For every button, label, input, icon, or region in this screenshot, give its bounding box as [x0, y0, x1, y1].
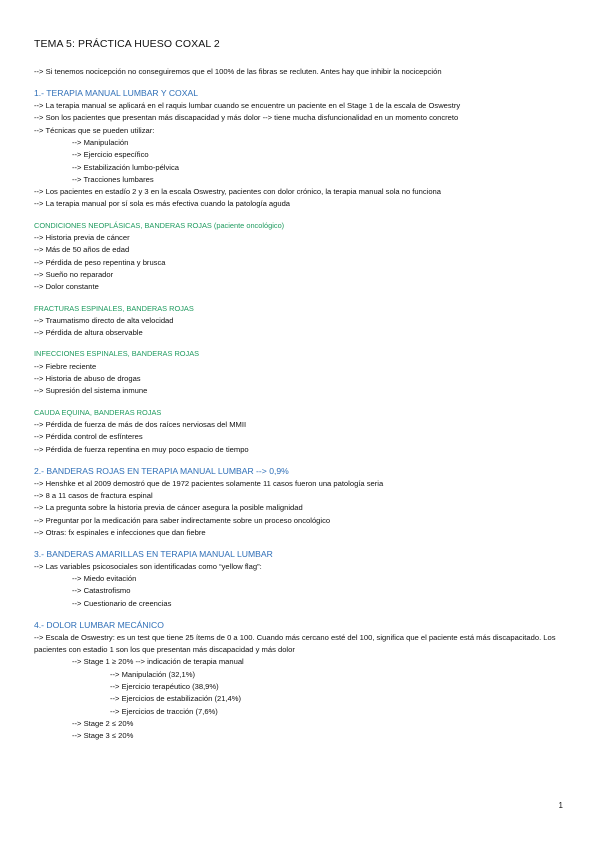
- s1-line-5: --> La terapia manual por sí sola es más efectiva cuando la patología aguda: [34, 199, 291, 209]
- inf-item-3: --> Supresión del sistema inmune: [34, 386, 148, 396]
- s3-item-2: --> Catastrofismo: [72, 586, 131, 596]
- inf-item-2: --> Historia de abuso de drogas: [34, 374, 141, 384]
- s3-item-1: --> Miedo evitación: [72, 574, 137, 584]
- section-4-heading: 4.- DOLOR LUMBAR MECÁNICO: [34, 620, 164, 631]
- section-3-heading: 3.- BANDERAS AMARILLAS EN TERAPIA MANUAL LUMBAR: [34, 549, 273, 560]
- s4-stage1-item-3: --> Ejercicios de estabilización (21,4%): [110, 694, 242, 704]
- s4-stage1-item-2: --> Ejercicio terapéutico (38,9%): [110, 682, 219, 692]
- neo-item-1: --> Historia previa de cáncer: [34, 233, 130, 243]
- page-number: 1: [558, 801, 563, 810]
- neo-item-5: --> Dolor constante: [34, 282, 99, 292]
- cauda-item-2: --> Pérdida control de esfínteres: [34, 432, 143, 442]
- intro-line: --> Si tenemos nocicepción no conseguiremos que el 100% de las fibras se recluten. Antes hay que inhibir la nocicepción: [34, 67, 442, 76]
- s2-line-5: --> Otras: fx espinales e infecciones que dan fiebre: [34, 527, 206, 537]
- s2-line-1: --> Henshke et al 2009 demostró que de 1972 pacientes solamente 11 casos fueron una patología seria: [34, 478, 384, 488]
- s4-line-1: --> Escala de Oswestry: es un test que tiene 25 ítems de 0 a 100. Cuando más cercano esté del 100, significa que el paciente está más discapacitado. Los pacientes con estadio 1 son los que presentan más discapacidad y más dolor: [34, 632, 556, 655]
- infection-heading: INFECCIONES ESPINALES, BANDERAS ROJAS: [34, 349, 200, 359]
- page-title: TEMA 5: PRÁCTICA HUESO COXAL 2: [34, 38, 220, 50]
- document-page: [34, 38, 574, 743]
- s1-technique-1: --> Manipulación: [72, 137, 129, 147]
- neoplasic-heading: CONDICIONES NEOPLÁSICAS, BANDERAS ROJAS (paciente oncológico): [34, 220, 285, 230]
- frac-item-1: --> Traumatismo directo de alta velocidad: [34, 315, 174, 325]
- s1-technique-2: --> Ejercicio específico: [72, 150, 149, 160]
- section-1-heading: 1.- TERAPIA MANUAL LUMBAR Y COXAL: [34, 88, 198, 99]
- s2-line-2: --> 8 a 11 casos de fractura espinal: [34, 490, 153, 500]
- s4-stage1-item-1: --> Manipulación (32,1%): [110, 669, 196, 679]
- inf-item-1: --> Fiebre reciente: [34, 361, 97, 371]
- s4-stage1-item-4: --> Ejercicios de tracción (7,6%): [110, 706, 218, 716]
- cauda-item-3: --> Pérdida de fuerza repentina en muy poco espacio de tiempo: [34, 444, 249, 454]
- cauda-equina-heading: CAUDA EQUINA, BANDERAS ROJAS: [34, 407, 162, 417]
- s4-stage-2: --> Stage 2 ≤ 20%: [72, 718, 134, 728]
- s1-line-3: --> Técnicas que se pueden utilizar:: [34, 125, 155, 135]
- s1-line-1: --> La terapia manual se aplicará en el raquis lumbar cuando se encuentre un paciente en el Stage 1 de la escala de Oswestry: [34, 101, 461, 111]
- s2-line-3: --> La pregunta sobre la historia previa de cáncer asegura la posible malignidad: [34, 503, 303, 513]
- s3-item-3: --> Cuestionario de creencias: [72, 598, 172, 608]
- section-2-heading: 2.- BANDERAS ROJAS EN TERAPIA MANUAL LUMBAR --> 0,9%: [34, 465, 289, 476]
- s1-technique-4: --> Tracciones lumbares: [72, 174, 154, 184]
- s4-stage-3: --> Stage 3 ≤ 20%: [72, 731, 134, 741]
- s1-line-4: --> Los pacientes en estadío 2 y 3 en la escala Oswestry, pacientes con dolor crónico, la terapia manual sola no funciona: [34, 187, 441, 197]
- s3-line-1: --> Las variables psicosociales son identificadas como “yellow flag”:: [34, 561, 262, 571]
- fracture-heading: FRACTURAS ESPINALES, BANDERAS ROJAS: [34, 303, 194, 313]
- s2-line-4: --> Preguntar por la medicación para saber indirectamente sobre un proceso oncológico: [34, 515, 331, 525]
- neo-item-4: --> Sueño no reparador: [34, 269, 114, 279]
- s1-technique-3: --> Estabilización lumbo-pélvica: [72, 162, 179, 172]
- s4-stage-1: --> Stage 1 ≥ 20% --> indicación de terapia manual: [72, 657, 244, 667]
- frac-item-2: --> Pérdida de altura observable: [34, 328, 143, 338]
- neo-item-3: --> Pérdida de peso repentina y brusca: [34, 257, 166, 267]
- s1-line-2: --> Son los pacientes que presentan más discapacidad y más dolor --> tiene mucha disfuncionalidad en un momento concreto: [34, 113, 459, 123]
- cauda-item-1: --> Pérdida de fuerza de más de dos raíces nerviosas del MMII: [34, 419, 247, 429]
- neo-item-2: --> Más de 50 años de edad: [34, 245, 130, 255]
